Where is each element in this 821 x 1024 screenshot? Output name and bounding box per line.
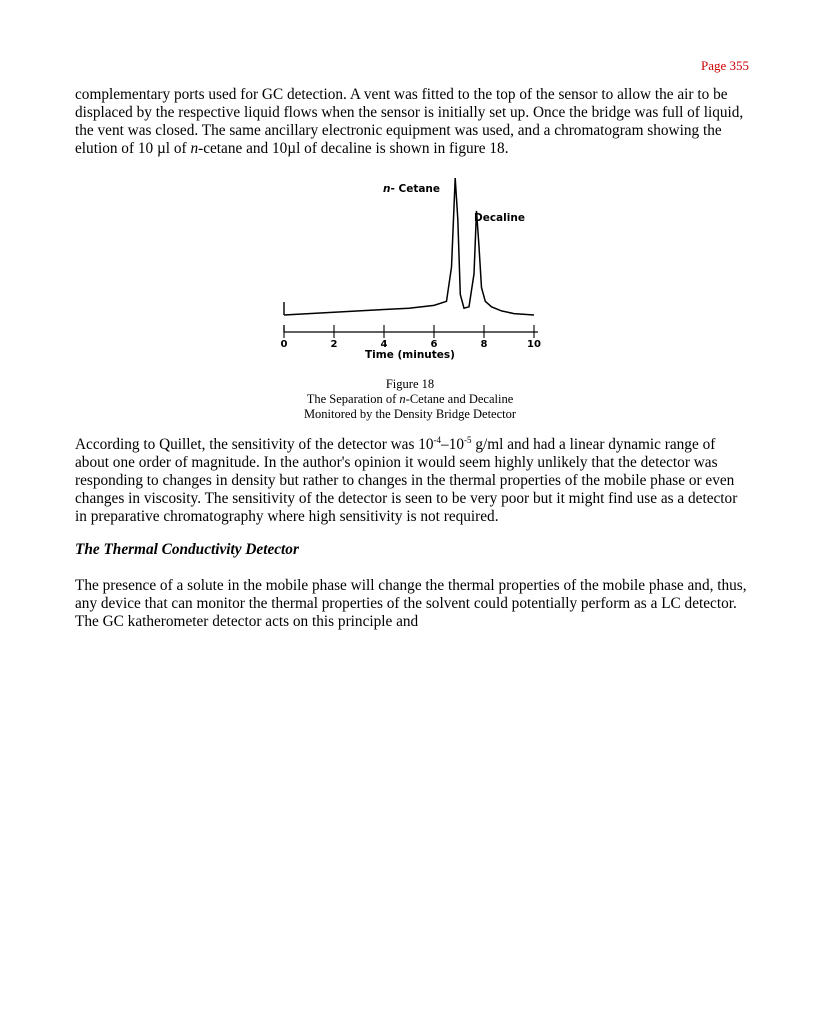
x-tick-label-10: 10 [527, 339, 541, 350]
section-heading: The Thermal Conductivity Detector [75, 541, 299, 558]
paragraph-sensitivity-dash: –10 [441, 436, 464, 453]
peak-1-label-rest: - Cetane [390, 183, 441, 195]
x-tick-label-6: 6 [430, 339, 438, 350]
caption-line-2-suffix: -Cetane and Decaline [405, 392, 514, 406]
paragraph-intro [75, 86, 751, 158]
exponent-1: -4 [433, 434, 442, 445]
chromatogram-trace [284, 178, 534, 315]
paragraph-sensitivity-text-b: g/ml and had a linear dynamic range of about one order of magnitude. In the author's opinion it would seem highly unlikely that the detector was responding to changes in density but rather to changes in the thermal properties of the mobile phase or even changes in viscosity. The sensitivity of the detector is seen to be very poor but it might find use as a detector in preparative chromatography where high sensitivity is not required. [75, 436, 738, 525]
paragraph-thermal: The presence of a solute in the mobile phase will change the thermal properties of the mobile phase and, thus, any device that can monitor the thermal properties of the solvent could potentially perform as a LC detector. The GC katherometer detector acts on this principle and [75, 577, 747, 630]
x-tick-label-8: 8 [480, 339, 488, 350]
chromatogram-chart [270, 170, 550, 370]
caption-line-3: Monitored by the Density Bridge Detector [303, 407, 517, 421]
peak-1-label-italic: n [383, 183, 391, 195]
caption-line-2 [250, 392, 570, 407]
x-axis-ticks [281, 325, 541, 350]
paragraph-intro-text-b: -cetane and 10µl of decaline is shown in figure 18. [198, 140, 509, 157]
peak-2-label: Decaline [474, 212, 525, 224]
paragraph-intro-text-a: complementary ports used for GC detection. A vent was fitted to the top of the sensor to allow the air to be displaced by the respective liquid flows when the sensor is initially set up. Once the bridge was full of liquid, the vent was closed. The same ancillary electronic equipment was used, and a chromatogram showing the elution of 10 µl of [75, 86, 744, 157]
paragraph-intro-italic-n: n [190, 140, 199, 157]
x-axis-label: Time (minutes) [365, 349, 455, 361]
peak-1-label [383, 183, 440, 195]
chromatogram-figure [270, 170, 550, 370]
caption-line-1: Figure 18 [385, 377, 435, 391]
paragraph-sensitivity [75, 436, 751, 526]
caption-line-2-italic: n [399, 392, 406, 406]
x-tick-label-4: 4 [380, 339, 388, 350]
paragraph-sensitivity-text-a: According to Quillet, the sensitivity of the detector was 10 [75, 436, 434, 453]
x-tick-label-0: 0 [280, 339, 288, 350]
figure-caption [250, 377, 570, 422]
x-tick-label-2: 2 [330, 339, 338, 350]
caption-line-2-prefix: The Separation of [306, 392, 400, 406]
page-number: Page 355 [700, 58, 749, 73]
exponent-2: -5 [464, 434, 472, 445]
